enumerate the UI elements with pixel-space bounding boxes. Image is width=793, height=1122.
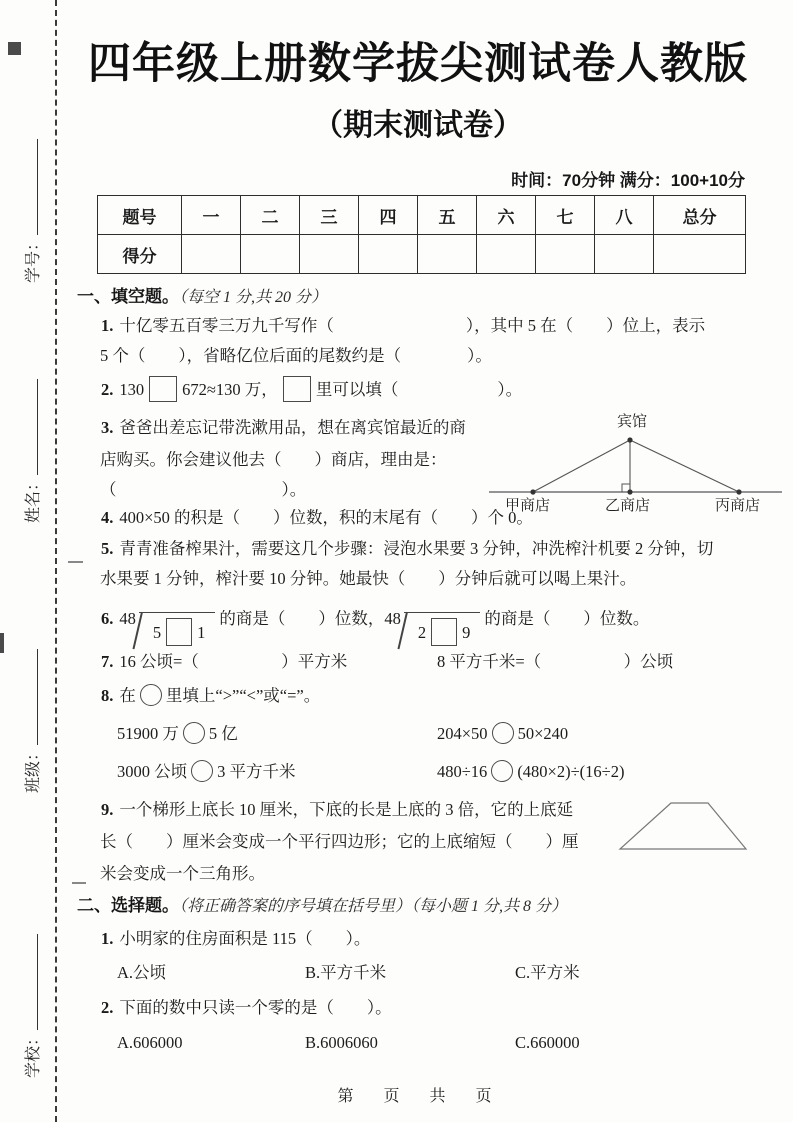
question-text: 里可以填（ ）。	[315, 380, 523, 399]
compare-right: (480×2)÷(16÷2)	[517, 762, 625, 781]
fill-q3-line1	[101, 417, 466, 439]
store-c-point	[736, 489, 741, 494]
fill-q7-left	[101, 651, 347, 673]
blank-box	[166, 618, 192, 646]
compare-left: 204×50	[437, 724, 488, 743]
score-header-cell: 题号	[98, 196, 182, 235]
score-empty-cell	[300, 235, 359, 274]
compare-circle	[191, 760, 213, 782]
question-text: 的商是（ ）位数。	[484, 609, 650, 628]
question-number: 9.	[101, 800, 114, 819]
score-header-cell: 一	[182, 196, 241, 235]
question-text: 的商是（ ）位数，48	[219, 609, 401, 628]
segment-hotel-c	[630, 440, 739, 492]
fill-q8-heading	[101, 684, 320, 707]
compare-right: 3 平方千米	[217, 762, 296, 781]
score-header-cell: 四	[359, 196, 418, 235]
store-a-point	[530, 489, 535, 494]
option-label: A.公顷	[117, 963, 167, 982]
dividend-digit: 9	[462, 623, 471, 642]
fold-mark	[72, 882, 86, 884]
question-number: 3.	[101, 418, 114, 437]
question-text: 16 公顷=（ ）平方米	[119, 652, 348, 671]
section1-title: 一、填空题。	[77, 287, 179, 306]
score-empty-cell	[595, 235, 654, 274]
scan-mark	[0, 633, 4, 653]
question-text: （ ）。	[100, 480, 307, 499]
fill-q1-line1	[101, 315, 705, 337]
hotel-point	[627, 437, 632, 442]
question-number: 6.	[101, 609, 114, 628]
option-label: B.6006060	[305, 1033, 378, 1052]
long-division-bracket	[404, 612, 481, 646]
trapezoid-figure	[615, 796, 751, 856]
score-empty-cell	[418, 235, 477, 274]
question-text: 米会变成一个三角形。	[100, 864, 265, 883]
dividend-digit: 1	[197, 623, 206, 642]
choice-q1-option-c	[515, 962, 580, 984]
diagram-label-store-a: 甲商店	[505, 498, 551, 514]
question-text: 8 平方千米=（ ）公顷	[437, 652, 674, 671]
question-text: 十亿零五百零三万九千写作（ ），其中 5 在（ ）位上，表示	[119, 316, 706, 335]
score-empty-cell	[359, 235, 418, 274]
class-label: 班级：	[25, 744, 42, 793]
blank-box	[283, 376, 311, 402]
sidebar-field-name	[20, 337, 42, 523]
option-label: C.平方米	[515, 963, 580, 982]
question-text: 店购买。你会建议他去（ ）商店，理由是：	[100, 450, 447, 469]
compare-right: 5 亿	[208, 724, 238, 743]
segment-hotel-a	[533, 440, 630, 492]
score-header-cell: 六	[477, 196, 536, 235]
blank-box	[149, 376, 177, 402]
fill-q8-row1-left	[117, 722, 238, 745]
scan-mark	[8, 42, 21, 55]
choice-q2-option-c	[515, 1032, 580, 1054]
diagram-label-hotel: 宾馆	[617, 414, 648, 430]
section1-heading	[77, 286, 327, 309]
question-text: 长（ ）厘米会变成一个平行四边形；它的上底缩短（ ）厘	[100, 832, 579, 851]
score-empty-cell	[536, 235, 595, 274]
question-number: 1.	[101, 316, 114, 335]
binding-dashed-line	[55, 0, 57, 1122]
student-id-label: 学号：	[25, 234, 42, 283]
fill-q2-line	[101, 376, 522, 402]
score-header-cell: 二	[241, 196, 300, 235]
paper-title: 四年级上册数学拔尖测试卷人教版	[88, 40, 748, 88]
school-label: 学校：	[25, 1029, 42, 1078]
section2-title: 二、选择题。	[77, 896, 179, 915]
choice-q2-option-b	[305, 1032, 378, 1054]
compare-right: 50×240	[517, 724, 569, 743]
fill-q9-line1	[101, 799, 573, 821]
option-label: B.平方千米	[305, 963, 387, 982]
dividend-digit: 2	[417, 623, 427, 642]
question-text: 400×50 的积是（ ）位数，积的末尾有（ ）个 0。	[119, 508, 533, 527]
sidebar-field-student-id	[20, 97, 42, 283]
score-header-cell: 八	[595, 196, 654, 235]
paper-subtitle: （期末测试卷）	[313, 109, 523, 142]
section1-note: （每空 1 分,共 20 分）	[179, 289, 328, 306]
fill-q3-line3	[100, 479, 306, 501]
long-division-bracket	[139, 612, 216, 646]
fill-q1-line2	[100, 345, 492, 367]
question-number: 8.	[101, 686, 114, 705]
section2-heading	[77, 895, 567, 918]
option-label: A.606000	[117, 1033, 183, 1052]
question-text: 5 个（ ），省略亿位后面的尾数约是（ ）。	[100, 346, 492, 365]
school-blank	[24, 934, 38, 1030]
question-text: 672≈130 万，	[182, 380, 278, 399]
choice-q1-option-b	[305, 962, 386, 984]
score-header-cell: 五	[418, 196, 477, 235]
question-text: 里填上“>”“<”或“=”。	[165, 686, 321, 705]
score-empty-cell	[182, 235, 241, 274]
score-header-cell: 七	[536, 196, 595, 235]
sidebar-field-school	[20, 892, 42, 1078]
choice-q1-line	[101, 928, 370, 950]
question-text: 130	[119, 380, 145, 399]
blank-box	[431, 618, 457, 646]
question-number: 5.	[101, 539, 114, 558]
compare-left: 480÷16	[437, 762, 488, 781]
score-table	[97, 195, 746, 274]
question-number: 4.	[101, 508, 114, 527]
question-number: 7.	[101, 652, 114, 671]
question-number: 1.	[101, 929, 114, 948]
page-footer: 第 页 共 页	[337, 1088, 499, 1105]
diagram-label-store-c: 丙商店	[715, 498, 761, 514]
fold-mark	[68, 561, 83, 563]
name-label: 姓名：	[25, 474, 42, 523]
student-id-blank	[24, 139, 38, 235]
fill-q8-row1-right	[437, 722, 568, 745]
fill-q3-line2	[100, 449, 447, 471]
question-number: 2.	[101, 998, 114, 1017]
question-text: 爸爸出差忘记带洗漱用品，想在离宾馆最近的商	[119, 418, 466, 437]
score-table-score-row	[98, 235, 746, 274]
question-text: 在	[119, 686, 136, 705]
diagram-label-store-b: 乙商店	[605, 498, 651, 514]
fill-q8-row2-left	[117, 760, 296, 783]
score-header-cell: 三	[300, 196, 359, 235]
score-row-label: 得分	[98, 235, 182, 274]
divisor-text: 48	[119, 609, 136, 628]
fill-q4-line	[101, 507, 533, 529]
option-label: C.660000	[515, 1033, 580, 1052]
choice-q2-line	[101, 997, 392, 1019]
compare-circle	[492, 722, 514, 744]
section2-note: （将正确答案的序号填在括号里）（每小题 1 分,共 8 分）	[179, 898, 568, 915]
score-table-header-row	[98, 196, 746, 235]
compare-left: 51900 万	[117, 724, 179, 743]
fill-q6-line	[101, 608, 649, 646]
exam-time-score-meta: 时间：70分钟 满分：100+10分	[511, 171, 745, 190]
fill-q9-line2	[100, 831, 579, 853]
score-header-cell: 总分	[654, 196, 746, 235]
question-text: 小明家的住房面积是 115（ ）。	[119, 929, 371, 948]
question-number: 2.	[101, 380, 114, 399]
choice-q2-option-a	[117, 1032, 183, 1054]
question-text: 一个梯形上底长 10 厘米，下底的长是上底的 3 倍，它的上底延	[119, 800, 574, 819]
name-blank	[24, 379, 38, 475]
question-text: 青青准备榨果汁，需要这几个步骤：浸泡水果要 3 分钟，冲洗榨汁机要 2 分钟，切	[119, 539, 714, 558]
compare-circle	[491, 760, 513, 782]
compare-circle	[183, 722, 205, 744]
fill-q8-row2-right	[437, 760, 624, 783]
question-text: 水果要 1 分钟，榨汁要 10 分钟。她最快（ ）分钟后就可以喝上果汁。	[100, 569, 637, 588]
store-b-point	[627, 489, 632, 494]
choice-q1-option-a	[117, 962, 166, 984]
class-blank	[24, 649, 38, 745]
sidebar-field-class	[20, 607, 42, 793]
fill-q7-right	[437, 651, 673, 673]
compare-left: 3000 公顷	[117, 762, 188, 781]
compare-circle	[140, 684, 162, 706]
hotel-stores-diagram	[487, 410, 785, 514]
score-empty-cell	[654, 235, 746, 274]
fill-q5-line1	[101, 538, 713, 560]
score-empty-cell	[477, 235, 536, 274]
fill-q9-line3	[100, 863, 265, 885]
question-text: 下面的数中只读一个零的是（ ）。	[119, 998, 392, 1017]
fill-q5-line2	[100, 568, 636, 590]
dividend-digit: 5	[152, 623, 162, 642]
score-empty-cell	[241, 235, 300, 274]
